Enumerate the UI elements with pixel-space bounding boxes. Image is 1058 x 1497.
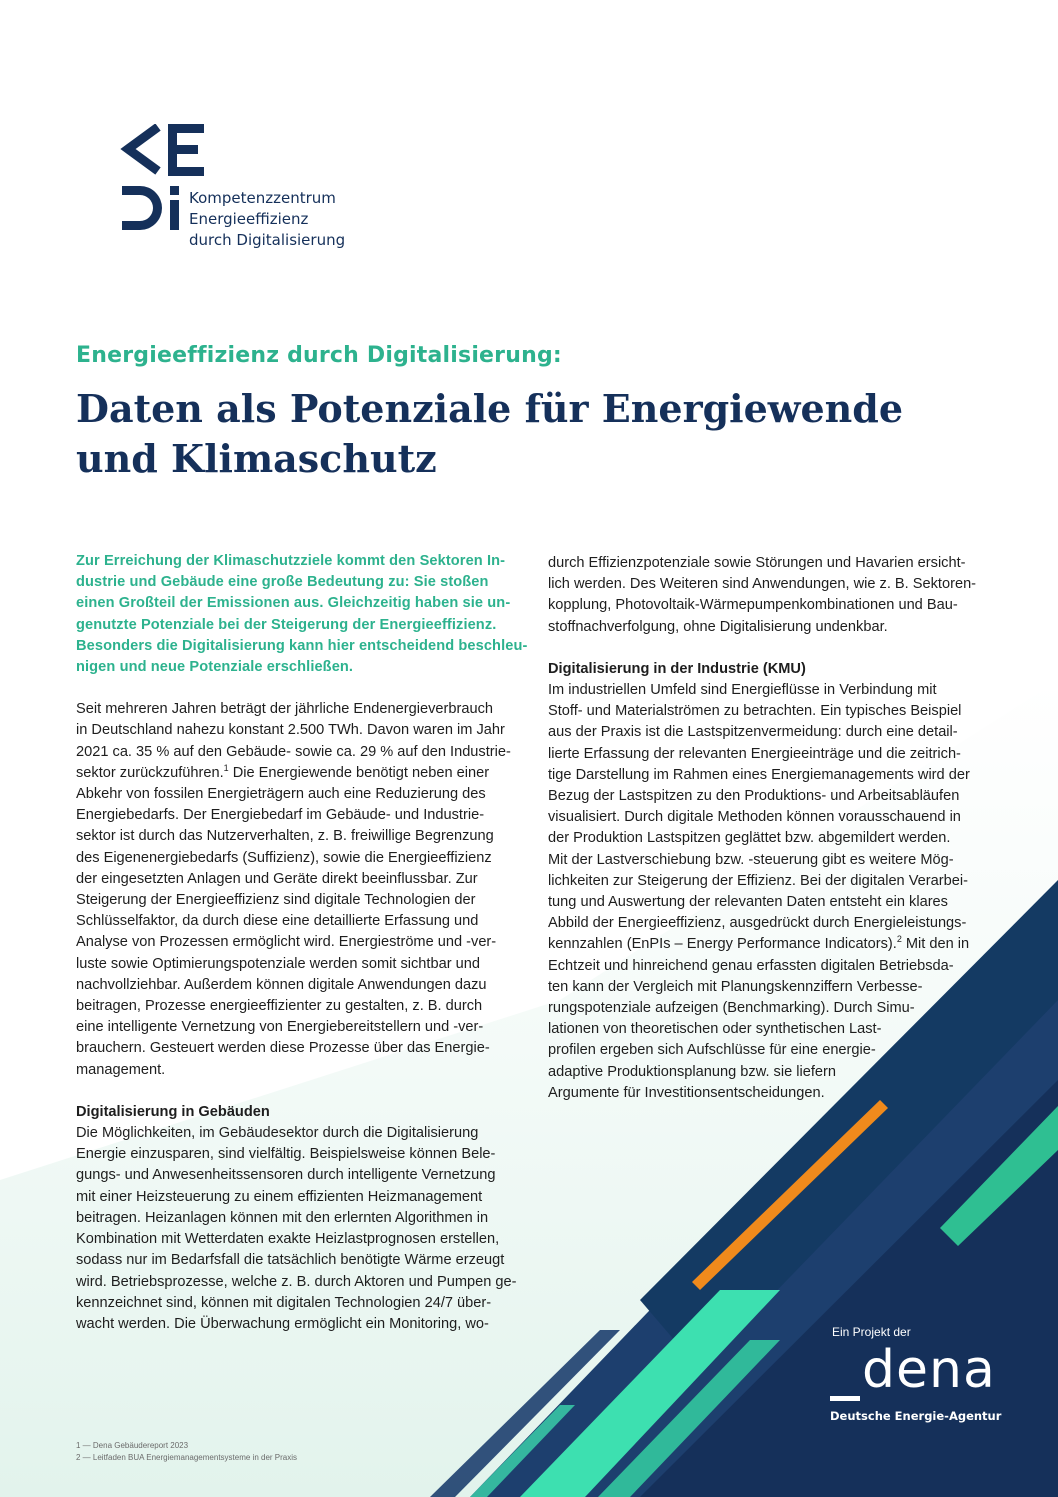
body-line: kennzeichnet sind, können mit digitalen Technologien 24/7 über- [76,1294,492,1311]
body-line: brauchern. Gesteuert werden diese Prozesse über das Energie- [76,1040,490,1057]
section-heading-buildings: Digitalisierung in Gebäuden [76,1103,270,1120]
body-line-with-footnote [76,763,516,784]
body-line: Energie einzusparen, sind vielfältig. Beispielsweise können Bele- [76,1146,496,1163]
lead-paragraph [76,551,528,678]
body-line: Argumente für Investitionsentscheidungen. [548,1084,825,1101]
lead-line: genutzte Potenziale bei der Steigerung der Energieeffizienz. [76,616,497,633]
body-line: Bezug der Lastspitzen zu den Produktions- und Arbeitsabläufen [548,788,960,805]
body-line: rungspotenziale aufzeigen (Benchmarking). Durch Simu- [548,1000,915,1017]
body-line: Seit mehreren Jahren beträgt der jährliche Endenergieverbrauch [76,701,493,718]
body-line: wacht werden. Die Überwachung ermöglicht ein Monitoring, wo- [76,1315,489,1332]
body-line: lichkeiten zur Steigerung der Effizienz. Bei der digitalen Verarbei- [548,872,968,889]
logo-line: durch Digitalisierung [189,231,346,249]
right-column [548,553,988,1104]
lead-line: Besonders die Digitalisierung kann hier entscheidend beschleu- [76,637,528,654]
body-line: Abbild der Energieeffizienz, ausgedrückt durch Energieleistungs- [548,915,967,932]
lead-line: Zur Erreichung der Klimaschutzziele kommt den Sektoren In- [76,553,506,569]
footnote: 1 — Dena Gebäudereport 2023 [76,1441,189,1450]
lead-line: einen Großteil der Emissionen aus. Gleichzeitig haben sie un- [76,595,511,612]
body-line: Stoff- und Materialströmen zu betrachten. Ein typisches Beispiel [548,703,962,720]
logo-line: Energieeffizienz [189,210,309,228]
body-line: beitragen, Prozesse energieeffizienter zu gestalten, z. B. durch [76,998,483,1015]
body-line: sektor ist durch das Nutzerverhalten, z. B. freiwillige Begrenzung [76,828,494,845]
body-line: gungs- und Anwesenheitssensoren durch intelligente Vernetzung [76,1167,496,1184]
body-line: tung und Auswertung der relevanten Daten entsteht ein klares [548,894,948,911]
body-line: lierte Erfassung der relevanten Energieeinträge und die zeitrich- [548,745,961,762]
body-line: sodass nur im Bedarfsfall die tatsächlich benötigte Wärme erzeugt [76,1252,505,1269]
body-line: mit einer Heizsteuerung zu einem effizienten Heizmanagement [76,1188,483,1205]
kedi-logo-text [189,188,345,251]
paragraph-gap [76,1081,516,1102]
lead-line: nigen und neue Potenziale erschließen. [76,659,354,676]
continuation-paragraph [548,553,988,638]
footnote: 2 — Leitfaden BUA Energiemanagementsysteme in der Praxis [76,1453,298,1462]
body-line: Mit der Lastverschiebung bzw. -steuerung gibt es weitere Mög- [548,851,954,868]
body-line: Schlüsselfaktor, da durch diese eine detaillierte Erfassung und [76,913,479,930]
body-line-tail: Mit den in [901,936,970,953]
body-line: wird. Betriebsprozesse, welche z. B. durch Aktoren und Pumpen ge- [76,1273,517,1290]
body-line: management. [76,1061,166,1078]
page-title [76,384,996,484]
body-line: in Deutschland nahezu konstant 2.500 TWh. Davon waren im Jahr [76,722,505,739]
body-line: lich werden. Des Weiteren sind Anwendungen, wie z. B. Sektoren- [548,576,977,593]
left-column [76,551,528,1335]
body-line: Energiebedarfs. Der Energiebedarf im Gebäude- und Industrie- [76,807,485,824]
title-line: Daten als Potenziale für Energiewende [76,386,904,431]
body-line: adaptive Produktionsplanung bzw. sie liefern [548,1063,837,1080]
lead-line: dustrie und Gebäude eine große Bedeutung zu: Sie stoßen [76,574,489,591]
footnote-ref: 2 [896,934,902,945]
body-line: tige Darstellung im Rahmen eines Energiemanagements wird der [548,766,970,783]
page-kicker: Energieeffizienz durch Digitalisierung: [76,343,562,368]
body-line: Im industriellen Umfeld sind Energieflüsse in Verbindung mit [548,682,937,699]
body-line-tail: Die Energiewende benötigt neben einer [228,764,490,781]
body-line: des Eigenenergiebedarfs (Suffizienz), sowie die Energieeffizienz [76,849,492,866]
body-line-text: kennzahlen (EnPIs – Energy Performance Indicators). [548,936,897,953]
body-line: Steigerung der Energieeffizienz sind digitale Technologien der [76,892,476,909]
body-line: luste sowie Optimierungspotenziale werden somit sichtbar und [76,955,480,972]
body-line: Die Möglichkeiten, im Gebäudesektor durch die Digitalisierung [76,1125,479,1142]
body-line: Echtzeit und hinreichend genau erfassten digitalen Betriebsda- [548,957,954,974]
footnotes [76,1440,297,1464]
logo-line: Kompetenzzentrum [189,189,336,207]
body-line-with-footnote [548,934,988,955]
paragraph-gap [548,638,988,659]
body-line: nachvollziehbar. Außerdem können digitale Anwendungen dazu [76,976,487,993]
body-line: beitragen. Heizanlagen können mit den erlernten Algorithmen in [76,1209,489,1226]
dena-logo-word: dena [862,1340,996,1400]
body-line: Analyse von Prozessen ermöglicht wird. Energieströme und -ver- [76,934,497,951]
intro-paragraph [76,699,516,1081]
footnote-ref: 1 [223,762,229,773]
body-line: Kombination mit Wetterdaten exakte Heizlastprognosen erstellen, [76,1231,500,1248]
project-label: Ein Projekt der [832,1325,911,1339]
body-line: stoffnachverfolgung, ohne Digitalisierung undenkbar. [548,618,888,635]
paragraph-gap [76,678,516,699]
body-line: der eingesetzten Anlagen und Geräte direkt beeinflussbar. Zur [76,870,478,887]
section-heading-industry: Digitalisierung in der Industrie (KMU) [548,660,806,677]
body-line: kopplung, Photovoltaik-Wärmepumpenkombinationen und Bau- [548,597,958,614]
body-line: der Produktion Lastspitzen geglättet bzw. abgemildert werden. [548,830,951,847]
body-line: profilen ergeben sich Aufschlüsse für eine energie- [548,1042,876,1059]
industry-paragraph [548,680,988,1104]
body-line: aus der Praxis ist die Lastspitzenvermeidung: durch eine detail- [548,724,958,741]
body-line-text: sektor zurückzuführen. [76,764,224,781]
body-line: visualisiert. Durch digitale Methoden können vorausschauend in [548,809,961,826]
title-line: und Klimaschutz [76,436,437,481]
dena-underscore-mark [828,1348,862,1408]
dena-logo-subtitle: Deutsche Energie-Agentur [830,1409,1002,1423]
body-line: lationen von theoretischen oder synthetischen Last- [548,1021,882,1038]
body-line: durch Effizienzpotenziale sowie Störungen und Havarien ersicht- [548,555,966,571]
buildings-paragraph [76,1123,516,1335]
body-line: 2021 ca. 35 % auf den Gebäude- sowie ca. 29 % auf den Industrie- [76,743,511,760]
body-line: ten kann der Vergleich mit Planungskennziffern Verbesse- [548,978,923,995]
body-line: Abkehr von fossilen Energieträgern auch eine Reduzierung des [76,786,486,803]
body-line: eine intelligente Vernetzung von Energiebereitstellern und -ver- [76,1019,484,1036]
